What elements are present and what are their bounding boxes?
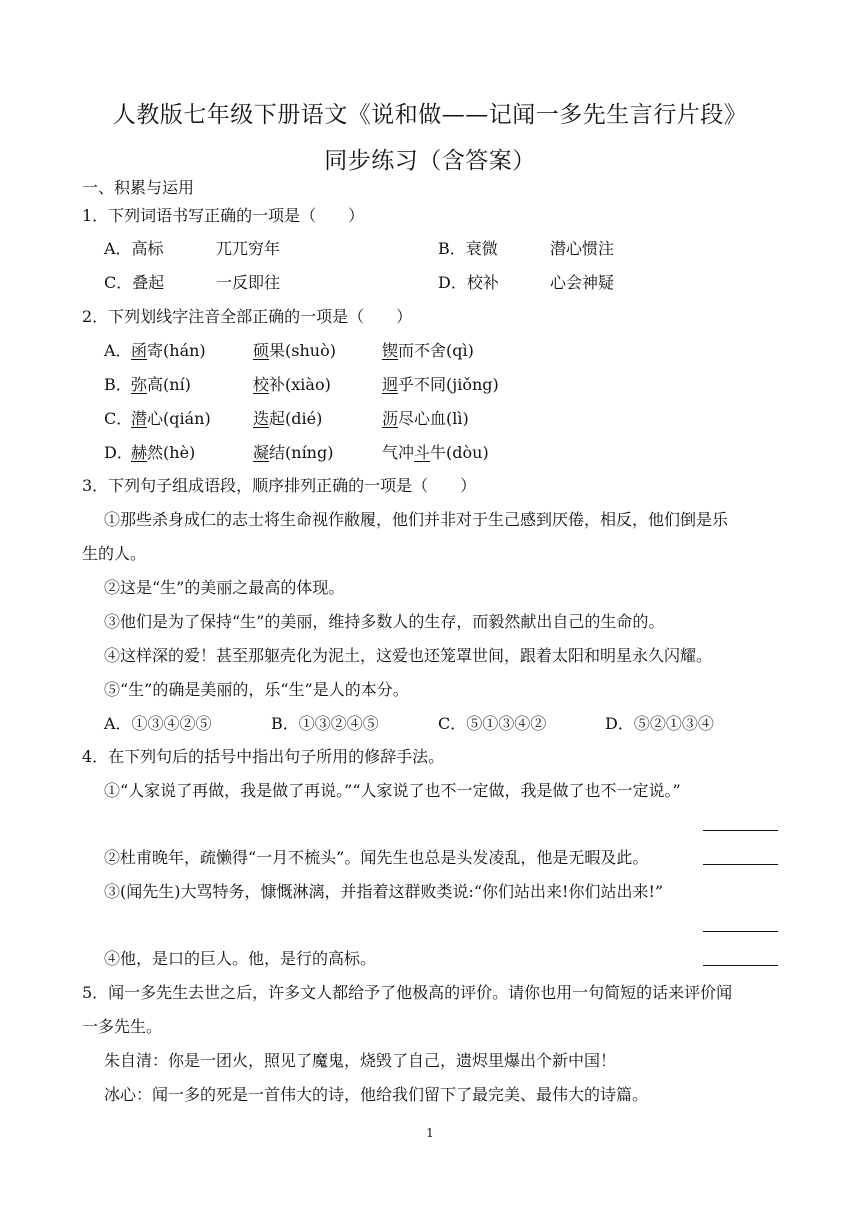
q5-quote-bing: 冰心：闻一多的死是一首伟大的诗，他给我们留下了最完美、最伟大的诗篇。 bbox=[104, 1085, 649, 1104]
q4-item-2: ②杜甫晚年，疏懒得“一月不梳头”。闻先生也总是头发凌乱，他是无暇及此。 bbox=[104, 848, 649, 867]
q2-stem: 2．下列划线字注音全部正确的一项是（ ） bbox=[82, 307, 413, 326]
q1-option-d-label: D．校补 bbox=[438, 273, 499, 292]
q2-option-d-word2: 凝结(níng) bbox=[253, 443, 334, 462]
q2-option-a-word2: 硕果(shuò) bbox=[253, 341, 336, 360]
q2-option-b-label: B． bbox=[104, 375, 132, 394]
q4-item-4-answer-line bbox=[703, 965, 778, 966]
section-heading: 一、积累与运用 bbox=[82, 178, 195, 197]
title-line-2: 同步练习（含答案） bbox=[324, 148, 536, 174]
q4-item-3-answer-line bbox=[703, 931, 778, 932]
q2-option-a-word1: 函寄(hán) bbox=[131, 341, 206, 360]
q4-stem: 4．在下列句后的括号中指出句子所用的修辞手法。 bbox=[82, 747, 445, 766]
q2-option-d-label: D． bbox=[104, 443, 133, 462]
q3-sentence-3: ③他们是为了保持“生”的美丽，维持多数人的生存，而毅然献出自己的生命的。 bbox=[104, 612, 665, 631]
q2-option-b-word1: 弥高(ní) bbox=[131, 375, 191, 394]
q4-item-4: ④他，是口的巨人。他，是行的高标。 bbox=[104, 949, 377, 968]
title-line-1: 人教版七年级下册语文《说和做——记闻一多先生言行片段》 bbox=[112, 102, 748, 128]
q1-option-a-label: A．高标 bbox=[104, 239, 164, 258]
q3-sentence-2: ②这是“生”的美丽之最高的体现。 bbox=[104, 578, 345, 597]
q1-option-d-word: 心会神疑 bbox=[550, 273, 615, 292]
q2-option-d-word3: 气冲斗牛(dòu) bbox=[382, 443, 489, 462]
q3-sentence-1-cont: 生的人。 bbox=[82, 544, 147, 563]
q1-option-a-word: 兀兀穷年 bbox=[216, 239, 281, 258]
q1-option-c-label: C．叠起 bbox=[104, 273, 165, 292]
q3-option-d: D．⑤②①③④ bbox=[605, 714, 714, 733]
q4-item-3: ③(闻先生)大骂特务，慷慨淋漓，并指着这群败类说:“你们站出来!你们站出来!” bbox=[104, 882, 664, 901]
q3-stem: 3．下列句子组成语段，顺序排列正确的一项是（ ） bbox=[82, 476, 477, 495]
q2-option-c-word2: 迭起(dié) bbox=[253, 409, 323, 428]
q3-sentence-4: ④这样深的爱！甚至那躯壳化为泥土，这爱也还笼罩世间，跟着太阳和明星永久闪耀。 bbox=[104, 646, 713, 665]
q1-stem: 1．下列词语书写正确的一项是（ ） bbox=[82, 206, 365, 225]
q3-option-c: C．⑤①③④② bbox=[438, 714, 547, 733]
q2-option-b-word2: 校补(xiào) bbox=[253, 375, 331, 394]
q1-option-b-word: 潜心惯注 bbox=[550, 239, 615, 258]
q2-option-a-label: A． bbox=[104, 341, 132, 360]
q5-quote-zhu: 朱自清：你是一团火，照见了魔鬼，烧毁了自己，遗烬里爆出个新中国！ bbox=[104, 1051, 617, 1070]
q3-sentence-1: ①那些杀身成仁的志士将生命视作敝履，他们并非对于生己感到厌倦，相反，他们倒是乐 bbox=[104, 510, 729, 529]
q3-option-a: A．①③④②⑤ bbox=[104, 714, 212, 733]
q2-option-c-word3: 沥尽心血(lì) bbox=[382, 409, 469, 428]
q1-option-c-word: 一反即往 bbox=[216, 273, 281, 292]
q4-item-1: ①“人家说了再做，我是做了再说。”“人家说了也不一定做，我是做了也不一定说。” bbox=[104, 781, 681, 800]
q3-sentence-5: ⑤“生”的确是美丽的，乐“生”是人的本分。 bbox=[104, 680, 409, 699]
q2-option-c-word1: 潜心(qián) bbox=[131, 409, 211, 428]
q4-item-1-answer-line bbox=[703, 830, 778, 831]
q2-option-c-label: C． bbox=[104, 409, 133, 428]
q2-option-a-word3: 锲而不舍(qì) bbox=[382, 341, 474, 360]
q4-item-2-answer-line bbox=[703, 864, 778, 865]
q2-option-d-word1: 赫然(hè) bbox=[131, 443, 196, 462]
q3-option-b: B．①③②④⑤ bbox=[271, 714, 379, 733]
page-number: 1 bbox=[426, 1126, 434, 1140]
q1-option-b-label: B．衰微 bbox=[438, 239, 498, 258]
q5-stem: 5．闻一多先生去世之后，许多文人都给予了他极高的评价。请你也用一句简短的话来评价闻 bbox=[82, 983, 733, 1002]
q5-stem-cont: 一多先生。 bbox=[82, 1017, 163, 1036]
q2-option-b-word3: 迥乎不同(jiǒng) bbox=[382, 375, 499, 394]
